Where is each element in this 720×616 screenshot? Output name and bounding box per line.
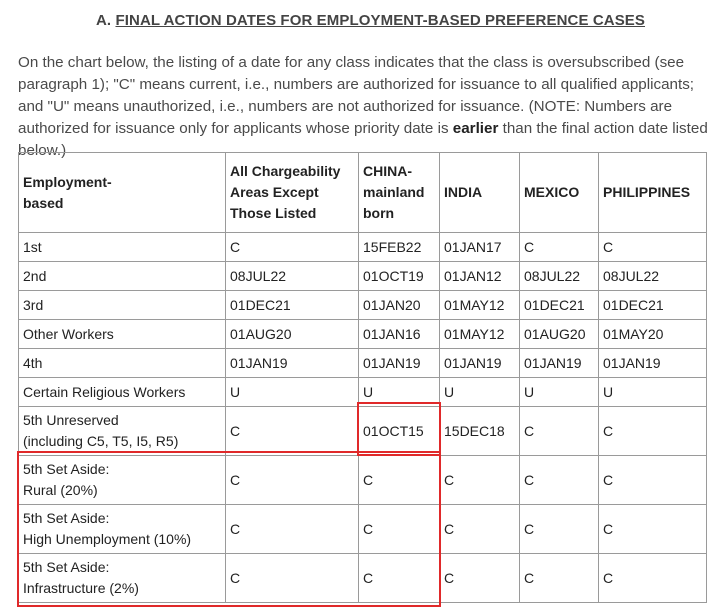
table-row bbox=[19, 291, 707, 320]
table-row bbox=[19, 320, 707, 349]
header-china-line: mainland bbox=[363, 184, 425, 200]
date-cell-india: 01JAN12 bbox=[440, 262, 520, 291]
date-cell-philippines: C bbox=[599, 456, 707, 505]
date-cell-china: C bbox=[359, 456, 440, 505]
header-all-line: All Chargeability bbox=[230, 163, 341, 179]
header-philippines: PHILIPPINES bbox=[599, 153, 707, 233]
date-cell-china: 01OCT19 bbox=[359, 262, 440, 291]
date-cell-india: 15DEC18 bbox=[440, 407, 520, 456]
date-cell-all: C bbox=[226, 407, 359, 456]
date-cell-all: 01JAN19 bbox=[226, 349, 359, 378]
category-cell bbox=[19, 456, 226, 505]
category-label: Rural (20%) bbox=[23, 482, 98, 498]
category-cell bbox=[19, 505, 226, 554]
date-cell-china: 15FEB22 bbox=[359, 233, 440, 262]
category-cell bbox=[19, 349, 226, 378]
date-cell-philippines: C bbox=[599, 407, 707, 456]
final-action-dates-table bbox=[18, 152, 707, 603]
category-label: Other Workers bbox=[23, 325, 114, 342]
header-category-line: based bbox=[23, 194, 64, 211]
header-all-chargeability bbox=[226, 153, 359, 233]
date-cell-china: 01JAN19 bbox=[359, 349, 440, 378]
header-china bbox=[359, 153, 440, 233]
table-row bbox=[19, 349, 707, 378]
section-letter: A. bbox=[96, 12, 112, 29]
date-cell-china: 01JAN16 bbox=[359, 320, 440, 349]
date-cell-philippines: U bbox=[599, 378, 707, 407]
category-cell bbox=[19, 554, 226, 603]
table-row bbox=[19, 378, 707, 407]
date-cell-china: 01JAN20 bbox=[359, 291, 440, 320]
date-cell-philippines: C bbox=[599, 505, 707, 554]
date-cell-mexico: C bbox=[520, 407, 599, 456]
category-label: 5th Set Aside: bbox=[23, 461, 110, 477]
date-cell-india: C bbox=[440, 554, 520, 603]
header-category-line: Employment- bbox=[23, 173, 112, 190]
category-cell bbox=[19, 407, 226, 456]
date-cell-all: 01DEC21 bbox=[226, 291, 359, 320]
category-label: 5th Unreserved bbox=[23, 412, 119, 428]
category-label: 4th bbox=[23, 354, 43, 371]
category-cell bbox=[19, 291, 226, 320]
header-china-line: CHINA- bbox=[363, 163, 412, 179]
category-label: 5th Set Aside: bbox=[23, 559, 110, 575]
date-cell-all: U bbox=[226, 378, 359, 407]
header-mexico: MEXICO bbox=[520, 153, 599, 233]
header-all-line: Areas Except bbox=[230, 184, 319, 200]
date-cell-mexico: C bbox=[520, 233, 599, 262]
category-label: Infrastructure (2%) bbox=[23, 580, 139, 596]
table-row bbox=[19, 407, 707, 456]
date-cell-mexico: 01JAN19 bbox=[520, 349, 599, 378]
date-cell-all: C bbox=[226, 505, 359, 554]
date-cell-mexico: 01AUG20 bbox=[520, 320, 599, 349]
table-row bbox=[19, 233, 707, 262]
section-heading bbox=[96, 12, 645, 29]
category-label: (including C5, T5, I5, R5) bbox=[23, 433, 179, 449]
table-row bbox=[19, 456, 707, 505]
date-cell-india: 01MAY12 bbox=[440, 291, 520, 320]
date-cell-india: U bbox=[440, 378, 520, 407]
date-cell-all: C bbox=[226, 456, 359, 505]
date-cell-all: 08JUL22 bbox=[226, 262, 359, 291]
date-cell-india: C bbox=[440, 456, 520, 505]
category-cell bbox=[19, 378, 226, 407]
category-cell bbox=[19, 320, 226, 349]
header-category bbox=[19, 153, 226, 233]
category-label: Certain Religious Workers bbox=[23, 383, 186, 400]
date-cell-all: 01AUG20 bbox=[226, 320, 359, 349]
header-china-line: born bbox=[363, 205, 395, 221]
date-cell-china: 01OCT15 bbox=[359, 407, 440, 456]
header-row bbox=[19, 153, 707, 233]
intro-paragraph bbox=[18, 52, 708, 162]
date-cell-mexico: C bbox=[520, 554, 599, 603]
category-label: 2nd bbox=[23, 267, 47, 284]
date-cell-philippines: 01JAN19 bbox=[599, 349, 707, 378]
category-label: 5th Set Aside: bbox=[23, 510, 110, 526]
date-cell-philippines: C bbox=[599, 233, 707, 262]
header-india: INDIA bbox=[440, 153, 520, 233]
category-cell bbox=[19, 233, 226, 262]
date-cell-philippines: 01DEC21 bbox=[599, 291, 707, 320]
table-row bbox=[19, 554, 707, 603]
intro-text: On the chart below, the listing of a date for any class indicates that the class is oversubscribed (see paragraph 1); "C" means current, i.e., numbers are authorized for issuance to all qualified applicants; and "U" means unauthorized, i.e., numbers are not authorized for issuance. (NOTE: Numbers are authorized for issuance only for applicants whose priority date is bbox=[18, 54, 695, 137]
date-cell-mexico: 08JUL22 bbox=[520, 262, 599, 291]
date-cell-mexico: 01DEC21 bbox=[520, 291, 599, 320]
section-title: FINAL ACTION DATES FOR EMPLOYMENT-BASED PREFERENCE CASES bbox=[115, 12, 646, 29]
date-cell-philippines: C bbox=[599, 554, 707, 603]
intro-bold-text: earlier bbox=[452, 120, 499, 137]
date-cell-india: 01JAN17 bbox=[440, 233, 520, 262]
category-label: 1st bbox=[23, 238, 42, 255]
header-all-line: Those Listed bbox=[230, 205, 317, 221]
date-cell-china: U bbox=[359, 378, 440, 407]
category-label: High Unemployment (10%) bbox=[23, 531, 192, 547]
date-cell-mexico: U bbox=[520, 378, 599, 407]
category-cell bbox=[19, 262, 226, 291]
date-cell-all: C bbox=[226, 233, 359, 262]
date-cell-india: C bbox=[440, 505, 520, 554]
table-row bbox=[19, 505, 707, 554]
date-cell-india: 01JAN19 bbox=[440, 349, 520, 378]
date-cell-mexico: C bbox=[520, 456, 599, 505]
category-label: 3rd bbox=[23, 296, 44, 313]
intro-text-end: than the final action date listed below.) bbox=[18, 120, 708, 159]
date-cell-china: C bbox=[359, 554, 440, 603]
date-cell-mexico: C bbox=[520, 505, 599, 554]
date-cell-all: C bbox=[226, 554, 359, 603]
table-row bbox=[19, 262, 707, 291]
date-cell-philippines: 01MAY20 bbox=[599, 320, 707, 349]
date-cell-philippines: 08JUL22 bbox=[599, 262, 707, 291]
date-cell-china: C bbox=[359, 505, 440, 554]
date-cell-india: 01MAY12 bbox=[440, 320, 520, 349]
